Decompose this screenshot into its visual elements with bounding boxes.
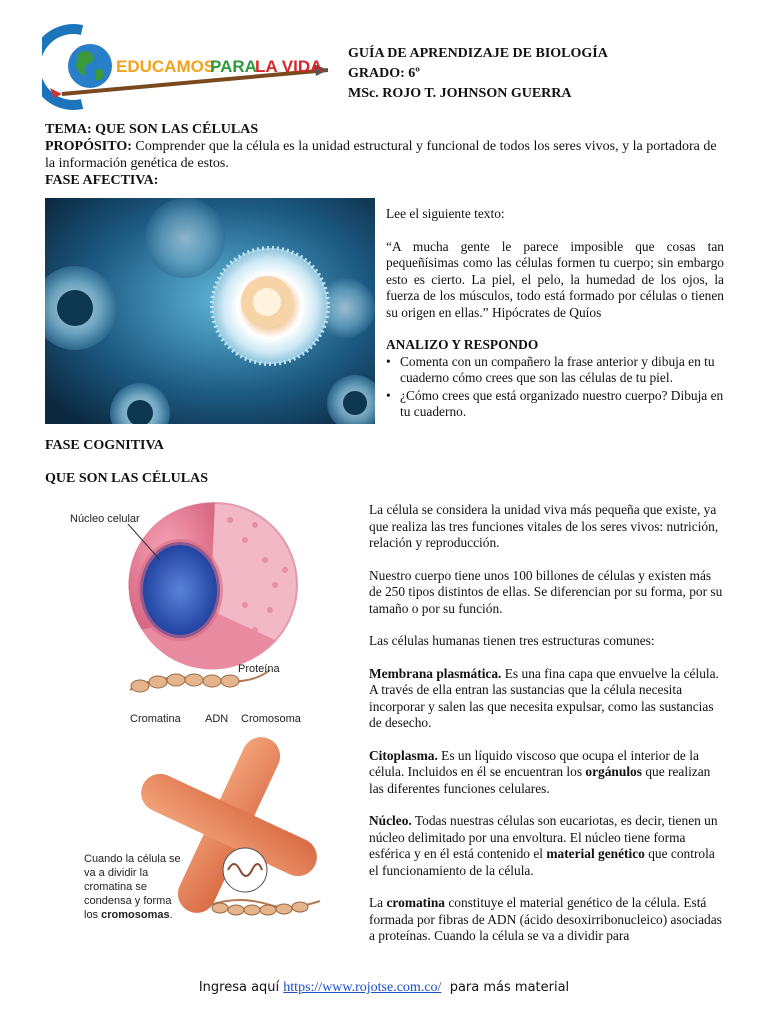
analizo-list: [386, 354, 724, 421]
cromatina-paragraph: La cromatina constituye el material genético de la célula. Está formada por fibras de ADN (ácido desoxirribonucleico) asociadas a proteínas. Cuando la célula se va a dividir para: [369, 895, 722, 943]
label-cromatina: Cromatina: [130, 713, 181, 725]
footer-link[interactable]: https://www.rojotse.com.co/: [283, 980, 442, 995]
body-text: [369, 502, 725, 945]
body-paragraph: Nuestro cuerpo tiene unos 100 billones de células y existen más de 250 tipos distintos de ellas. Se diferencian por su forma, por su tamaño o por su función.: [369, 567, 723, 616]
tema-heading: TEMA: QUE SON LAS CÉLULAS: [45, 122, 259, 137]
fase-afectiva-heading: FASE AFECTIVA:: [45, 173, 159, 188]
membrana-paragraph: Membrana plasmática. Es una fina capa que envuelve la célula. A través de ella entran las sustancias que la célula necesita incorporar y salen las que necesita expulsar, como las sustancias de desecho.: [369, 665, 719, 730]
analizo-heading: ANALIZO Y RESPONDO: [386, 337, 539, 352]
cell-diagram: [60, 500, 350, 930]
proposito-paragraph: [45, 138, 724, 172]
caption-line: va a dividir la: [84, 867, 149, 879]
nucleo-paragraph: Núcleo. Todas nuestras células son eucariotas, es decir, tienen un núcleo delimitado por una envoltura. El núcleo tiene forma esférica y en él está contenido el material genético que controla el funcionamiento de la célula.: [369, 813, 718, 878]
logo: [42, 24, 342, 110]
citoplasma-paragraph: Citoplasma. Es un líquido viscoso que ocupa el interior de la célula. Incluidos en él se encuentran los orgánulos que realizan las diferentes funciones celulares.: [369, 747, 711, 796]
reading-block: [386, 206, 724, 422]
body-paragraph: La célula se considera la unidad viva más pequeña que existe, ya que realiza las tres funciones vitales de los seres vivos: nutrición, relación y reproducción.: [369, 502, 719, 550]
body-paragraph: Las células humanas tienen tres estructuras comunes:: [369, 633, 655, 648]
guide-teacher: MSc. ROJO T. JOHNSON GUERRA: [348, 86, 572, 101]
svg-text:EDUCAMOS: EDUCAMOS: [116, 57, 216, 76]
list-item: • ¿Cómo crees que está organizado nuestro cuerpo? Dibuja en tu cuaderno.: [386, 388, 724, 421]
label-cromosoma: Cromosoma: [241, 713, 301, 725]
chromosome-drawing: [135, 731, 323, 919]
cognitiva-section: [45, 437, 724, 487]
label-proteina: Proteína: [238, 663, 280, 675]
list-item: • Comenta con un compañero la frase anterior y dibuja en tu cuaderno cómo crees que son las células de tu piel.: [386, 354, 724, 387]
svg-text:LA VIDA: LA VIDA: [255, 57, 323, 76]
caption-line: los cromosomas.: [84, 909, 173, 921]
cell-photo: [45, 198, 375, 424]
footer-prefix: Ingresa aquí: [198, 980, 284, 995]
cognitiva-subtitle: QUE SON LAS CÉLULAS: [45, 471, 208, 486]
footer-suffix: para más material: [441, 980, 570, 995]
svg-text:PARA: PARA: [210, 57, 257, 76]
reading-lead: Lee el siguiente texto:: [386, 206, 505, 221]
proposito-label: PROPÓSITO:: [45, 139, 132, 154]
globe-icon: [68, 44, 112, 88]
guide-header: [348, 44, 608, 104]
fase-cognitiva-heading: FASE COGNITIVA: [45, 438, 164, 453]
caption-line: cromatina se: [84, 881, 147, 893]
reading-quote: “A mucha gente le parece imposible que cosas tan pequeñísimas como las células formen tu cuerpo; sin embargo esto es cierto. La piel, el pelo, la humedad de los ojos, la fuerza de los músculos, todo está formado por células o tienen su origen en ellas.” Hipócrates de Quíos: [386, 238, 724, 320]
intro-section: [45, 121, 724, 189]
caption-line: Cuando la célula se: [84, 853, 181, 865]
label-nucleo: Núcleo celular: [70, 513, 140, 525]
footer: [0, 980, 768, 996]
proposito-text: Comprender que la célula es la unidad estructural y funcional de todos los seres vivos, y la portadora de la información genética de estos.: [45, 139, 717, 171]
caption-line: condensa y forma: [84, 895, 172, 907]
guide-grade: GRADO: 6º: [348, 66, 420, 81]
guide-title: GUÍA DE APRENDIZAJE DE BIOLOGÍA: [348, 46, 608, 61]
label-adn: ADN: [205, 713, 229, 725]
